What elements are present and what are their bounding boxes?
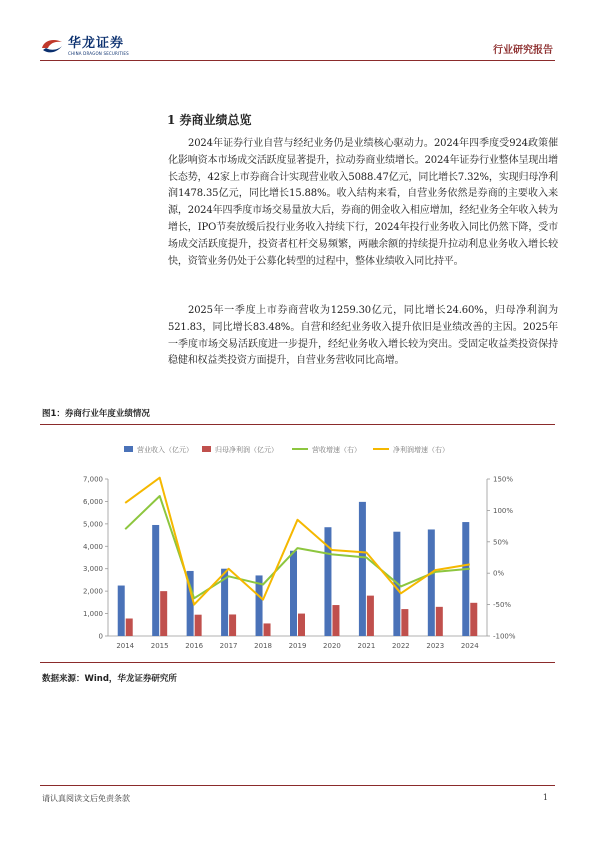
x-tick-label: 2015 xyxy=(150,642,169,650)
bar-revenue xyxy=(428,529,435,636)
figure-title: 图1：券商行业年度业绩情况 xyxy=(42,409,150,419)
bar-net-profit xyxy=(332,605,339,636)
right-tick-label: 100% xyxy=(493,506,514,515)
bar-net-profit xyxy=(401,609,408,636)
x-tick-label: 2020 xyxy=(323,642,341,650)
left-tick-label: 3,000 xyxy=(82,565,103,574)
bar-net-profit xyxy=(229,614,236,636)
bar-net-profit xyxy=(436,607,443,636)
figure-top-rule xyxy=(40,424,555,425)
page-number: 1 xyxy=(542,793,548,802)
x-tick-label: 2023 xyxy=(426,642,445,650)
bar-net-profit xyxy=(264,623,271,636)
left-tick-label: 6,000 xyxy=(82,497,103,506)
legend-swatch xyxy=(124,446,133,452)
right-tick-label: 0% xyxy=(493,569,505,578)
logo-english-name: CHINA DRAGON SECURITIES xyxy=(68,50,129,56)
dragon-logo-icon xyxy=(40,36,64,56)
legend-label: 净利润增速（右） xyxy=(393,446,449,454)
data-source: 数据来源：Wind，华龙证券研究所 xyxy=(42,674,177,684)
company-logo xyxy=(40,36,129,56)
report-type-label: 行业研究报告 xyxy=(493,45,553,56)
figure-bottom-rule xyxy=(40,662,555,663)
x-tick-label: 2024 xyxy=(460,642,479,650)
bar-revenue xyxy=(359,502,366,636)
x-tick-label: 2019 xyxy=(288,642,307,650)
revenue-growth-line xyxy=(125,496,470,598)
paragraph-1: 2024年证券行业自营与经纪业务仍是业绩核心驱动力。2024年四季度受924政策催化影响资本市场成交活跃度显著提升，拉动券商业绩增长。2024年证券行业整体呈现出增长态势，42家上市券商合计实现营业收入5088.47亿元，同比增长7.32%，实现归母净利润1478.35亿元，同比增长15.88%。收入结构来看，自营业务依然是券商的主要收入来源，2024年四季度市场交易量放大后，券商的佣金收入相应增加，经纪业务全年收入转为增长，IPO节奏放缓后投行业务收入持续下行，2024年投行业务收入同比仍然下降，受市场成交活跃度提升，投资者杠杆交易频繁，两融余额的持续提升拉动利息业务收入增长较快，资管业务仍处于公募化转型的过程中，整体业绩收入同比持平。 xyxy=(168,138,558,267)
right-tick-label: -50% xyxy=(493,601,512,610)
legend-label: 归母净利润（亿元） xyxy=(215,446,278,454)
bar-revenue xyxy=(118,586,125,636)
page-header xyxy=(0,0,595,62)
bar-revenue xyxy=(290,551,297,636)
bar-revenue xyxy=(462,522,469,636)
left-tick-label: 7,000 xyxy=(82,475,103,484)
legend-label: 营收增速（右） xyxy=(312,446,361,454)
legend-label: 营业收入（亿元） xyxy=(137,446,193,454)
section-title: 1 券商业绩总览 xyxy=(167,113,252,127)
x-tick-label: 2021 xyxy=(357,642,376,650)
x-tick-label: 2014 xyxy=(116,642,135,650)
right-tick-label: 150% xyxy=(493,475,514,484)
bar-net-profit xyxy=(126,619,133,636)
right-tick-label: -100% xyxy=(493,632,516,641)
header-divider xyxy=(40,60,555,61)
bar-net-profit xyxy=(195,615,202,636)
left-tick-label: 2,000 xyxy=(82,587,103,596)
x-tick-label: 2018 xyxy=(254,642,272,650)
left-tick-label: 1,000 xyxy=(82,610,103,619)
footer-divider xyxy=(40,785,555,786)
bar-net-profit xyxy=(160,591,167,636)
bar-net-profit xyxy=(298,614,305,636)
bar-net-profit xyxy=(367,596,374,636)
bar-net-profit xyxy=(470,603,477,636)
right-tick-label: 50% xyxy=(493,538,509,547)
legend-swatch xyxy=(202,446,211,452)
left-tick-label: 4,000 xyxy=(82,542,103,551)
x-tick-label: 2017 xyxy=(219,642,238,650)
performance-chart xyxy=(40,430,555,660)
profit-growth-line xyxy=(125,478,470,605)
disclaimer-text: 请认真阅读文后免责条款 xyxy=(42,794,130,803)
left-tick-label: 5,000 xyxy=(82,520,103,529)
x-tick-label: 2022 xyxy=(391,642,410,650)
left-tick-label: 0 xyxy=(98,632,103,641)
logo-chinese-name: 华龙证券 xyxy=(68,35,125,51)
paragraph-2: 2025年一季度上市券商营收为1259.30亿元，同比增长24.60%，归母净利润为521.83，同比增长83.48%。自营和经纪业务收入提升依旧是业绩改善的主因。2025年一季度市场交易活跃度进一步提升，经纪业务收入增长较为突出。受固定收益类投资保持稳健和权益类投资方面提升，自营业务营收同比高增。 xyxy=(168,305,558,367)
bar-revenue xyxy=(152,525,159,636)
x-tick-label: 2016 xyxy=(185,642,204,650)
